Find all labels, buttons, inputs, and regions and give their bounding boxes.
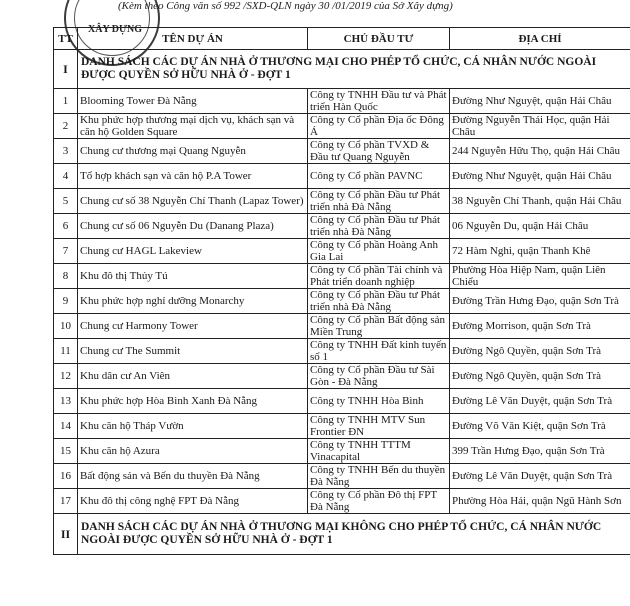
- row-number: 17: [54, 489, 78, 514]
- row-number: 16: [54, 464, 78, 489]
- table-header-row: [54, 28, 630, 50]
- row-number: 2: [54, 114, 78, 139]
- header-investor: CHỦ ĐẦU TƯ: [308, 28, 450, 50]
- table-row: [54, 314, 630, 339]
- table-row: [54, 339, 630, 364]
- address: Đường Morrison, quận Sơn Trà: [450, 314, 630, 339]
- table-row: [54, 289, 630, 314]
- section-2-title: DANH SÁCH CÁC DỰ ÁN NHÀ Ở THƯƠNG MẠI KHÔNG CHO PHÉP TỔ CHỨC, CÁ NHÂN NƯỚC NGOÀI ĐƯỢC QUYỀN SỞ HỮU NHÀ Ở - ĐỢT 1: [78, 514, 630, 555]
- row-number: 15: [54, 439, 78, 464]
- investor: Công ty Cổ phần Đầu tư Phát triển nhà Đà Nẵng: [308, 189, 450, 214]
- address: Đường Trần Hưng Đạo, quận Sơn Trà: [450, 289, 630, 314]
- row-number: 13: [54, 389, 78, 414]
- row-number: 4: [54, 164, 78, 189]
- table-row: [54, 264, 630, 289]
- document-reference: (Kèm theo Công văn số 992 /SXD-QLN ngày 30 /01/2019 của Sở Xây dựng): [118, 0, 453, 12]
- address: Đường Như Nguyệt, quận Hải Châu: [450, 89, 630, 114]
- project-name: Khu căn hộ Azura: [78, 439, 308, 464]
- row-number: 12: [54, 364, 78, 389]
- address: Đường Lê Văn Duyệt, quận Sơn Trà: [450, 389, 630, 414]
- address: Phường Hòa Hải, quận Ngũ Hành Sơn: [450, 489, 630, 514]
- table-row: [54, 464, 630, 489]
- project-name: Bất động sản và Bến du thuyền Đà Nẵng: [78, 464, 308, 489]
- address: Đường Ngô Quyền, quận Sơn Trà: [450, 339, 630, 364]
- project-name: Chung cư số 38 Nguyễn Chí Thanh (Lapaz Tower): [78, 189, 308, 214]
- investor: Công ty TNHH Bến du thuyền Đà Nẵng: [308, 464, 450, 489]
- table-row: [54, 139, 630, 164]
- address: Đường Ngô Quyền, quận Sơn Trà: [450, 364, 630, 389]
- project-name: Chung cư số 06 Nguyễn Du (Danang Plaza): [78, 214, 308, 239]
- section-2-number: II: [54, 514, 78, 555]
- investor: Công ty Cổ phần Hoàng Anh Gia Lai: [308, 239, 450, 264]
- table-row: [54, 489, 630, 514]
- row-number: 7: [54, 239, 78, 264]
- table-row: [54, 439, 630, 464]
- section-1-title: DANH SÁCH CÁC DỰ ÁN NHÀ Ở THƯƠNG MẠI CHO PHÉP TỔ CHỨC, CÁ NHÂN NƯỚC NGOÀI ĐƯỢC QUYỀN SỞ HỮU NHÀ Ở - ĐỢT 1: [78, 50, 630, 89]
- table-row: [54, 389, 630, 414]
- table-row: [54, 189, 630, 214]
- table-row: [54, 414, 630, 439]
- row-number: 11: [54, 339, 78, 364]
- table-row: [54, 89, 630, 114]
- investor: Công ty Cổ phần Đầu tư Sài Gòn - Đà Nẵng: [308, 364, 450, 389]
- project-name: Khu dân cư An Viên: [78, 364, 308, 389]
- investor: Công ty Cổ phần Đô thị FPT Đà Nẵng: [308, 489, 450, 514]
- row-number: 9: [54, 289, 78, 314]
- address: 399 Trần Hưng Đạo, quận Sơn Trà: [450, 439, 630, 464]
- address: Đường Nguyễn Thái Học, quận Hải Châu: [450, 114, 630, 139]
- project-name: Khu đô thị Thủy Tú: [78, 264, 308, 289]
- investor: Công ty Cổ phần PAVNC: [308, 164, 450, 189]
- row-number: 6: [54, 214, 78, 239]
- table-row: [54, 114, 630, 139]
- address: 72 Hàm Nghi, quận Thanh Khê: [450, 239, 630, 264]
- address: 06 Nguyễn Du, quận Hải Châu: [450, 214, 630, 239]
- address: Phường Hòa Hiệp Nam, quận Liên Chiểu: [450, 264, 630, 289]
- address: Đường Lê Văn Duyệt, quận Sơn Trà: [450, 464, 630, 489]
- section-1-row: [54, 50, 630, 89]
- investor: Công ty TNHH Hòa Bình: [308, 389, 450, 414]
- section-2-row: [54, 514, 630, 555]
- seal-text: XÂY DỰNG: [88, 24, 142, 35]
- row-number: 10: [54, 314, 78, 339]
- row-number: 5: [54, 189, 78, 214]
- header-address: ĐỊA CHỈ: [450, 28, 630, 50]
- investor: Công ty Cổ phần Đầu tư Phát triển nhà Đà Nẵng: [308, 214, 450, 239]
- project-name: Khu phức hợp thương mại dịch vụ, khách sạn và căn hộ Golden Square: [78, 114, 308, 139]
- project-name: Chung cư thương mại Quang Nguyễn: [78, 139, 308, 164]
- project-name: Blooming Tower Đà Nẵng: [78, 89, 308, 114]
- project-name: Khu phức hợp Hòa Bình Xanh Đà Nẵng: [78, 389, 308, 414]
- investor: Công ty Cổ phần Tài chính và Phát triển doanh nghiệp: [308, 264, 450, 289]
- project-name: Khu phức hợp nghỉ dưỡng Monarchy: [78, 289, 308, 314]
- address: Đường Như Nguyệt, quận Hải Châu: [450, 164, 630, 189]
- table-row: [54, 214, 630, 239]
- investor: Công ty Cổ phần Đầu tư Phát triển nhà Đà Nẵng: [308, 289, 450, 314]
- row-number: 3: [54, 139, 78, 164]
- table-row: [54, 239, 630, 264]
- project-name: Chung cư HAGL Lakeview: [78, 239, 308, 264]
- investor: Công ty TNHH TTTM Vinacapital: [308, 439, 450, 464]
- investor: Công ty TNHH Đất kinh tuyến số 1: [308, 339, 450, 364]
- project-name: Tổ hợp khách sạn và căn hộ P.A Tower: [78, 164, 308, 189]
- address: 244 Nguyễn Hữu Thọ, quận Hải Châu: [450, 139, 630, 164]
- row-number: 8: [54, 264, 78, 289]
- header-project-name: TÊN DỰ ÁN: [78, 28, 308, 50]
- header-tt: TT: [54, 28, 78, 50]
- investor: Công ty Cổ phần TVXD & Đầu tư Quang Nguyễn: [308, 139, 450, 164]
- investor: Công ty Cổ phần Bất động sản Miền Trung: [308, 314, 450, 339]
- project-name: Khu đô thị công nghệ FPT Đà Nẵng: [78, 489, 308, 514]
- section-1-number: I: [54, 50, 78, 89]
- project-table: [53, 27, 630, 555]
- project-name: Chung cư The Summit: [78, 339, 308, 364]
- project-name: Khu căn hộ Tháp Vườn: [78, 414, 308, 439]
- investor: Công ty TNHH MTV Sun Frontier ĐN: [308, 414, 450, 439]
- investor: Công ty TNHH Đầu tư và Phát triển Hàn Quốc: [308, 89, 450, 114]
- table-row: [54, 364, 630, 389]
- project-name: Chung cư Harmony Tower: [78, 314, 308, 339]
- address: Đường Võ Văn Kiệt, quận Sơn Trà: [450, 414, 630, 439]
- table-row: [54, 164, 630, 189]
- investor: Công ty Cổ phần Địa ốc Đông Á: [308, 114, 450, 139]
- row-number: 14: [54, 414, 78, 439]
- address: 38 Nguyễn Chí Thanh, quận Hải Châu: [450, 189, 630, 214]
- row-number: 1: [54, 89, 78, 114]
